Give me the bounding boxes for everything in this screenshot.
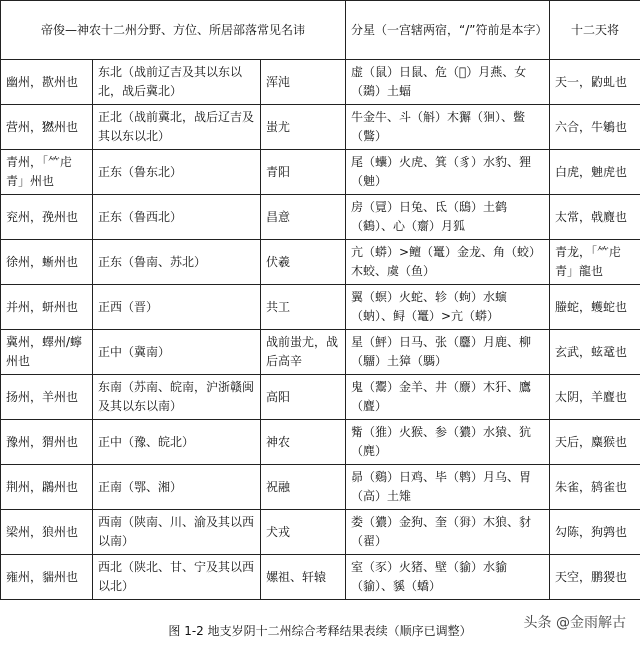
cell-buluo: 共工 [261,285,346,330]
cell-buluo: 高阳 [261,375,346,420]
cell-buluo: 祝融 [261,465,346,510]
header-zhou-fenye: 帝俊—神农十二州分野、方位、所居部落常见名讳 [1,1,346,60]
cell-fenxing: 牛金牛、斗（斛）木獬（𤞑）、鳖（鷩） [346,105,550,150]
cell-buluo: 神农 [261,420,346,465]
cell-fangwei: 正东（鲁南、苏北） [93,240,261,285]
cell-zhou: 并州，蚈州也 [1,285,93,330]
table-row [1,195,640,240]
cell-fenxing: 星（鮃）日马、张（麢）月鹿、柳（驑）土獐（騳） [346,330,550,375]
cell-fangwei: 西南（陕南、川、渝及其以西以南） [93,510,261,555]
cell-fangwei: 西北（陕北、甘、宁及其以西以北） [93,555,261,600]
cell-tianjiang: 天一，䶂虬也 [550,60,640,105]
cell-tianjiang: 勾陈，狗鹑也 [550,510,640,555]
figure-caption: 图 1-2 地支岁阴十二州综合考释结果表续（顺序已调整） [168,624,472,638]
cell-zhou: 营州，𤡮州也 [1,105,93,150]
cell-buluo: 浑沌 [261,60,346,105]
cell-fangwei: 正南（鄂、湘） [93,465,261,510]
cell-tianjiang: 玄武，蚿鼋也 [550,330,640,375]
cell-zhou: 梁州，狼州也 [1,510,93,555]
cell-zhou: 雍州，貒州也 [1,555,93,600]
watermark: 头条 @金雨解古 [522,612,628,632]
table-row [1,240,640,285]
cell-fangwei: 东南（苏南、皖南，沪浙赣闽及其以东以南） [93,375,261,420]
cell-zhou: 荆州，鸊州也 [1,465,93,510]
cell-zhou: 冀州，蠌州/䗿州也 [1,330,93,375]
cell-tianjiang: 天后，麋猴也 [550,420,640,465]
cell-fenxing: 虚（鼠）日鼠、危（𫴬）月燕、女（鵽）土蝠 [346,60,550,105]
header-fenxing: 分星（一宫辖两宿，“/”符前是本字） [346,1,550,60]
cell-buluo: 蚩尤 [261,105,346,150]
table-row [1,150,640,195]
cell-fangwei: 正东（鲁东北） [93,150,261,195]
cell-zhou: 豫州，猬州也 [1,420,93,465]
table-row [1,60,640,105]
cell-fenxing: 翼（螟）火蛇、轸（蚼）水螾（蚋）、鲟（鼍）>亢（蟒） [346,285,550,330]
cell-tianjiang: 白虎，䰠虎也 [550,150,640,195]
cell-fenxing: 亢（蟒）>鳣（鼍）金龙、角（蛟）木蛟、虞（鱼） [346,240,550,285]
table-row [1,375,640,420]
table-row [1,285,640,330]
cell-fenxing: 室（豕）火猪、壁（貐）水貐（貐）、貕（蟜） [346,555,550,600]
cell-fangwei: 正中（冀南） [93,330,261,375]
cell-tianjiang: 朱雀，鸫雀也 [550,465,640,510]
header-tianjiang: 十二天将 [550,1,640,60]
table-row [1,510,640,555]
cell-fangwei: 正西（晋） [93,285,261,330]
cell-fenxing: 房（㒻）日兔、氐（鴟）土鹤（鶴）、心（𪗋）月狐 [346,195,550,240]
cell-fenxing: 觜（猚）火猴、参（㺜）水猿、犺（麂） [346,420,550,465]
cell-zhou: 兖州，㝃州也 [1,195,93,240]
table-row [1,555,640,600]
table-row [1,330,640,375]
cell-zhou: 扬州，羊州也 [1,375,93,420]
cell-buluo: 战前蚩尤，战后高辛 [261,330,346,375]
cell-fenxing: 尾（𧖒）火虎、箕（豸）水豹、狸（䰠） [346,150,550,195]
cell-tianjiang: 六合，牛鵴也 [550,105,640,150]
cell-tianjiang: 天空，鹏猣也 [550,555,640,600]
cell-zhou: 徐州，蜥州也 [1,240,93,285]
cell-fenxing: 昴（鷄）日鸡、毕（鹎）月乌、胃（高）土雉 [346,465,550,510]
cell-buluo: 犬戎 [261,510,346,555]
cell-buluo: 伏羲 [261,240,346,285]
cell-buluo: 嫘祖、轩辕 [261,555,346,600]
table-header-row [1,1,640,60]
cell-fangwei: 正北（战前冀北，战后辽吉及其以东以北） [93,105,261,150]
cell-buluo: 昌意 [261,195,346,240]
table-body [1,60,640,600]
cell-tianjiang: 螣蛇，蠖蛇也 [550,285,640,330]
table-row [1,465,640,510]
cell-tianjiang: 太阴，羊麆也 [550,375,640,420]
cell-fenxing: 鬼（䰞）金羊、井（麖）木犴、鷹（麆） [346,375,550,420]
cell-fangwei: 正东（鲁西北） [93,195,261,240]
cell-tianjiang: 青龙，「⺮虍青」龍也 [550,240,640,285]
cell-buluo: 青阳 [261,150,346,195]
cell-zhou: 幽州，歁州也 [1,60,93,105]
cell-fangwei: 东北（战前辽吉及其以东以北，战后冀北） [93,60,261,105]
cell-tianjiang: 太常，㦸麑也 [550,195,640,240]
cell-fangwei: 正中（豫、皖北） [93,420,261,465]
table-row [1,420,640,465]
cell-fenxing: 娄（㺜）金狗、奎（𤝕）木狼、豺（翟） [346,510,550,555]
table-row [1,105,640,150]
cell-zhou: 青州，「⺮虍青」州也 [1,150,93,195]
